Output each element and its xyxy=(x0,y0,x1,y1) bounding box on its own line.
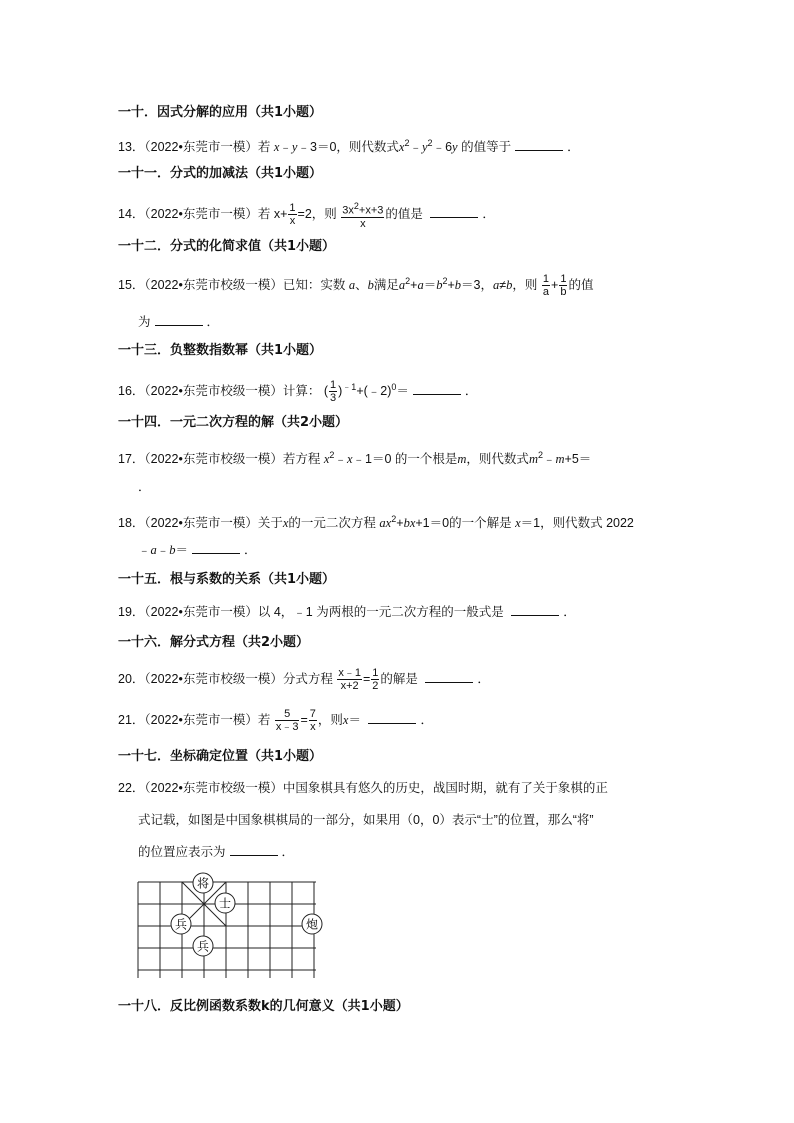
question-22-line2: 式记载，如图是中国象棋棋局的一部分，如果用（0，0）表示“士”的位置，那么“将” xyxy=(138,813,594,827)
piece-pao xyxy=(302,914,322,934)
answer-blank xyxy=(430,205,478,218)
answer-blank xyxy=(368,711,416,724)
answer-blank xyxy=(413,382,461,395)
svg-text:兵: 兵 xyxy=(174,917,188,932)
section-heading-14: 一十四．一元二次方程的解（共2小题） xyxy=(118,415,349,430)
svg-text:兵: 兵 xyxy=(196,939,210,954)
answer-blank xyxy=(511,603,559,616)
svg-text:士: 士 xyxy=(218,896,232,911)
section-heading-10: 一十．因式分解的应用（共1小题） xyxy=(118,105,323,120)
piece-shi xyxy=(215,893,235,913)
xiangqi-board-figure xyxy=(136,870,326,982)
svg-text:将: 将 xyxy=(196,876,210,891)
question-16: 16．（2022•东莞市校级一模）计算： ( $\frac{1}{3}$ )$^{﹣1}$+(﹣2)$^0$＝ ． xyxy=(118,379,478,405)
section-heading-11: 一十一．分式的加减法（共1小题） xyxy=(118,166,323,181)
answer-blank xyxy=(155,313,203,326)
question-13: 13．（2022•东莞市一模）若 x﹣y﹣3＝0，则代数式$x^2﹣y^2﹣6y$ 的值等于 ． xyxy=(118,138,580,155)
answer-blank xyxy=(425,670,473,683)
section-heading-15: 一十五．根与系数的关系（共1小题） xyxy=(118,572,336,587)
piece-bing-left xyxy=(171,914,191,934)
section-heading-12: 一十二．分式的化简求值（共1小题） xyxy=(118,239,336,254)
question-17-cont: ． xyxy=(138,480,151,494)
section-heading-18: 一十八．反比例函数系数k的几何意义（共1小题） xyxy=(118,999,409,1014)
question-22-line3: 的位置应表示为 ． xyxy=(138,845,295,859)
section-heading-17: 一十七．坐标确定位置（共1小题） xyxy=(118,749,323,764)
piece-jiang xyxy=(193,873,213,893)
answer-blank xyxy=(230,843,278,856)
section-heading-13: 一十三．负整数指数幂（共1小题） xyxy=(118,343,323,358)
question-19: 19．（2022•东莞市一模）以 4，﹣1 为两根的一元二次方程的一般式是 ． xyxy=(118,605,576,619)
question-18: 18．（2022•东莞市一模）关于x的一元二次方程 $ax^2+bx+1=0$的一个解是 x＝1，则代数式 2022 xyxy=(118,514,634,531)
question-15-cont: 为 ． xyxy=(138,315,220,329)
svg-text:炮: 炮 xyxy=(305,917,319,932)
section-heading-16: 一十六．解分式方程（共2小题） xyxy=(118,635,310,650)
question-17: 17．（2022•东莞市校级一模）若方程 $x^2﹣x﹣1=0$ 的一个根是m，则代数式$m^2﹣m+5=$ xyxy=(118,450,592,467)
question-21: 21．（2022•东莞市一模）若 $\frac{5}{x﹣3}$ = $\frac{7}{x}$ ，则x＝ ． xyxy=(118,708,433,733)
question-14: 14．（2022•东莞市一模）若 x+ $\frac{1}{x}$ =2，则 $\frac{3x^2+x+3}{x}$ 的值是 ． xyxy=(118,201,495,230)
piece-bing-bottom xyxy=(193,936,213,956)
question-15: 15．（2022•东莞市校级一模）已知：实数 a、b满足$a^2+a=b^2+b=3$，a≠b，则 $\frac{1}{a}$ + $\frac{1}{b}$ 的值 xyxy=(118,273,594,299)
answer-blank xyxy=(192,541,240,554)
question-18-cont: ﹣a﹣b＝ ． xyxy=(138,543,257,557)
question-22: 22．（2022•东莞市校级一模）中国象棋具有悠久的历史，战国时期，就有了关于象棋的正 xyxy=(118,781,608,795)
answer-blank xyxy=(515,138,563,151)
question-20: 20．（2022•东莞市校级一模）分式方程 $\frac{x﹣1}{x+2}$ = $\frac{1}{2}$ 的解是 ． xyxy=(118,667,490,692)
